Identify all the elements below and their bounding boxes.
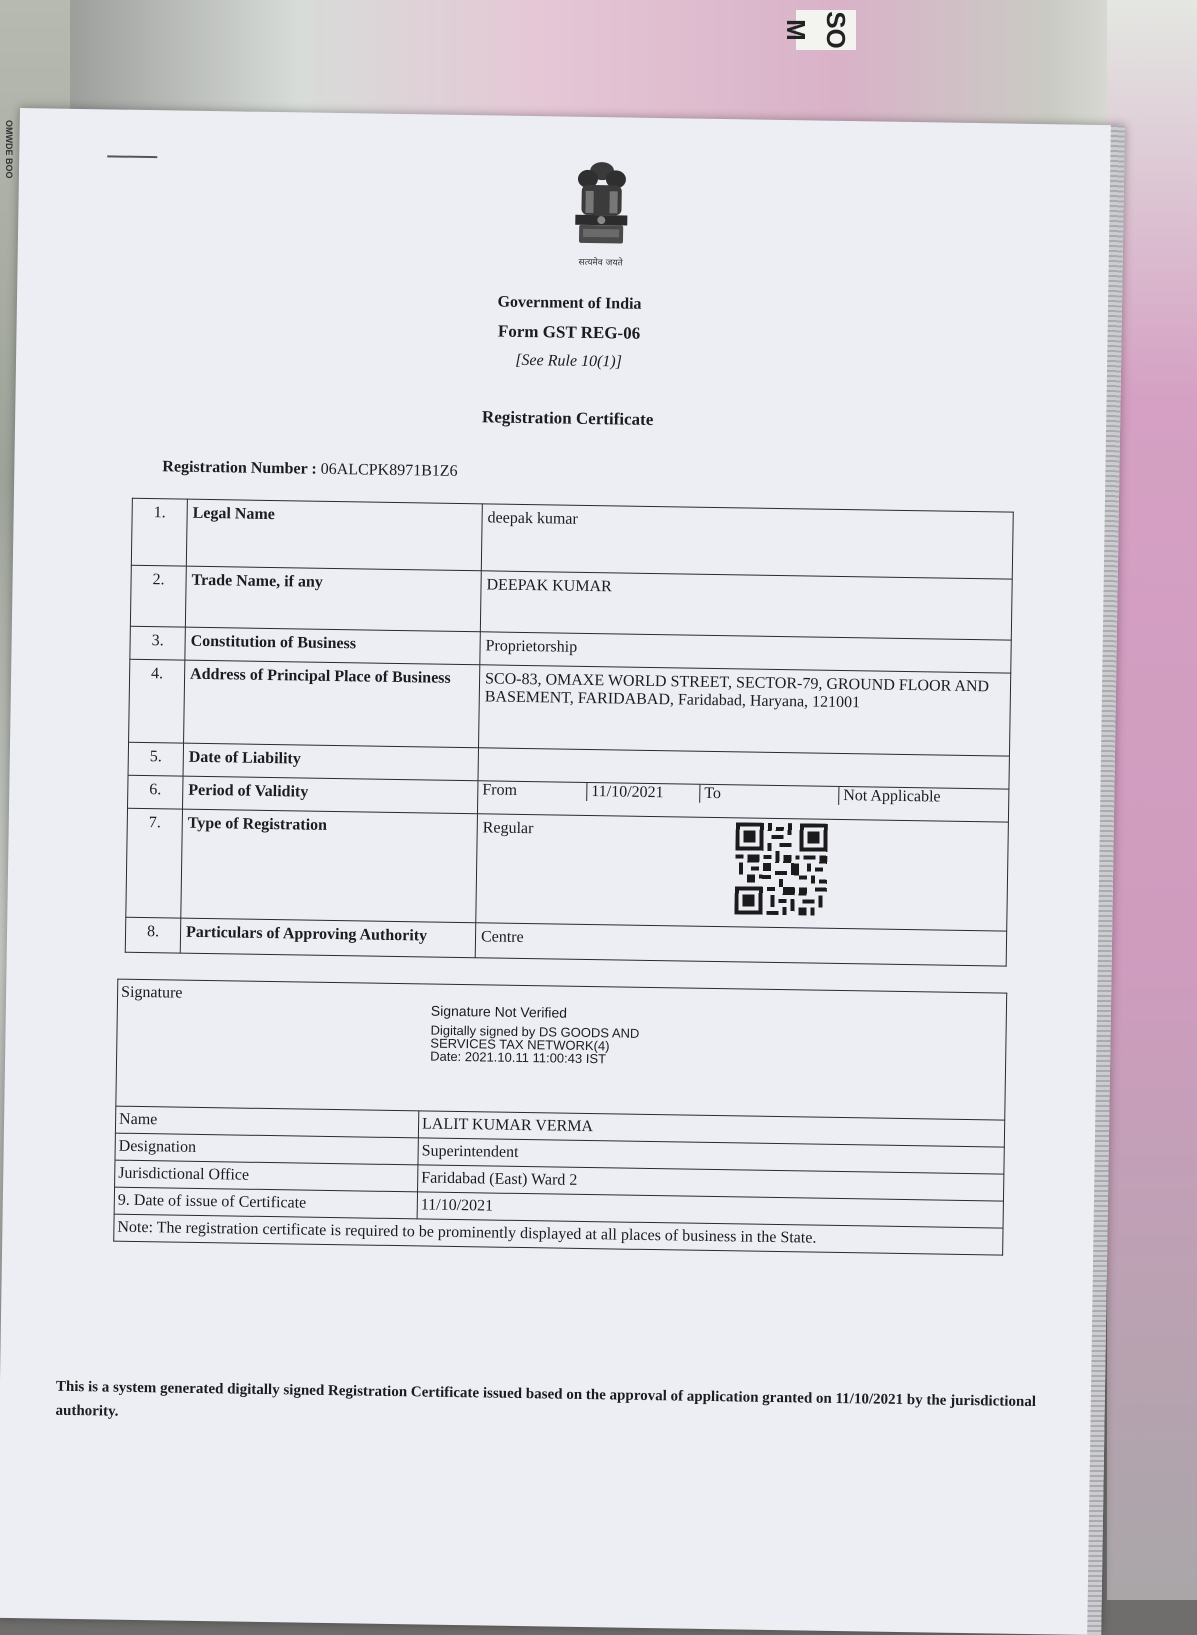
row-number: 5. [128, 742, 184, 776]
trade-name-value: DEEPAK KUMAR [480, 571, 1012, 640]
signature-line: SERVICES TAX NETWORK(4) [430, 1035, 610, 1054]
national-emblem-icon [569, 157, 635, 254]
background-side-text: OMWDE BOO [4, 120, 14, 179]
signature-date: Date: 2021.10.11 11:00:43 IST [430, 1048, 607, 1067]
validity-from-label: From [478, 781, 587, 801]
registration-type-value: Regular [482, 819, 534, 838]
digital-signature-block [430, 1002, 640, 1067]
table-row [129, 659, 1011, 756]
approving-officer-table [113, 979, 1007, 1256]
row-label: Trade Name, if any [185, 566, 481, 632]
row-label: Date of Liability [183, 743, 478, 781]
officer-name-value: LALIT KUMAR VERMA [418, 1111, 1004, 1147]
row-label: Address of Principal Place of Business [184, 660, 480, 748]
row-number: 6. [128, 775, 184, 809]
legal-name-value: deepak kumar [481, 504, 1013, 579]
designation-value: Superintendent [418, 1138, 1004, 1174]
government-title: Government of India [497, 293, 642, 313]
signature-box [119, 984, 1003, 1116]
certificate-paper [0, 108, 1125, 1635]
signature-row [116, 979, 1007, 1120]
row-label: Type of Registration [181, 809, 478, 923]
registration-number-value: 06ALCPK8971B1Z6 [320, 460, 458, 480]
registration-details-table [125, 498, 1014, 967]
rule-reference: [See Rule 10(1)] [515, 351, 623, 371]
row-number: 1. [131, 498, 187, 566]
table-row [126, 808, 1009, 931]
row-label: Particulars of Approving Authority [180, 918, 476, 958]
officer-name-label: Name [115, 1106, 418, 1138]
constitution-value: Proprietorship [480, 632, 1011, 673]
validity-from-date: 11/10/2021 [587, 783, 700, 803]
pen-mark [107, 155, 157, 158]
designation-label: Designation [115, 1133, 418, 1165]
row-number: 7. [126, 808, 183, 918]
approving-authority-value: Centre [475, 923, 1006, 966]
display-note: Note: The registration certificate is required to be prominently displayed at all places of business in the State. [114, 1214, 1003, 1255]
signature-label: Signature [120, 983, 183, 1002]
emblem-motto: सत्यमेव जयते [578, 257, 623, 269]
issue-date-label: 9. Date of issue of Certificate [114, 1187, 417, 1219]
registration-number-label: Registration Number : [162, 458, 317, 478]
row-number: 4. [129, 659, 185, 743]
row-label: Constitution of Business [185, 627, 480, 665]
jurisdictional-office-label: Jurisdictional Office [115, 1160, 418, 1192]
issue-date-value: 11/10/2021 [417, 1192, 1003, 1228]
row-number: 3. [130, 626, 186, 660]
signature-line: Digitally signed by DS GOODS AND [430, 1022, 640, 1041]
validity-to-value: Not Applicable [843, 787, 941, 806]
row-label: Legal Name [186, 499, 482, 571]
registration-number [162, 458, 458, 481]
address-value: SCO-83, OMAXE WORLD STREET, SECTOR-79, GROUND FLOOR AND BASEMENT, FARIDABAD, Faridabad, Haryana, 121001 [479, 665, 1011, 756]
qr-code-icon [734, 822, 827, 915]
system-generated-footer: This is a system generated digitally signed Registration Certificate issued based on the approval of application granted on 11/10/2021 by the jurisdictional authority. [55, 1378, 1037, 1420]
signature-status: Signature Not Verified [430, 1002, 568, 1021]
row-number: 2. [130, 565, 186, 627]
registration-type-cell [476, 814, 1009, 931]
jurisdictional-office-value: Faridabad (East) Ward 2 [418, 1165, 1004, 1201]
validity-to-label: To [700, 785, 839, 805]
certificate-title: Registration Certificate [481, 407, 654, 429]
row-label: Period of Validity [183, 776, 478, 814]
form-title: Form GST REG-06 [497, 321, 641, 343]
background-board-label: SO M [796, 10, 856, 50]
signature-cell [116, 979, 1007, 1120]
row-number: 8. [125, 917, 181, 953]
